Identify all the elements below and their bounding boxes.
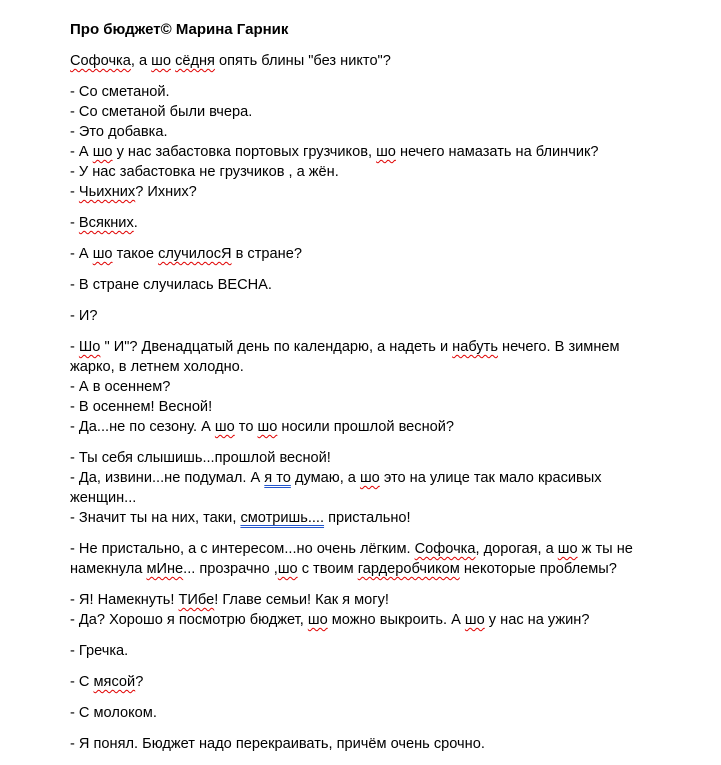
- paragraph: [70, 306, 690, 326]
- text-run: намекнула: [70, 561, 147, 577]
- text-run: - С: [70, 674, 94, 690]
- text-line: [70, 610, 690, 630]
- text-line: [70, 539, 690, 559]
- text-run: в стране?: [231, 246, 302, 262]
- paragraph: [70, 734, 690, 754]
- text-line: [70, 641, 690, 661]
- spelling-error-word: шо: [92, 144, 113, 160]
- text-line: [70, 82, 690, 102]
- text-run: - Не пристально, а с интересом...но очень лёгким.: [70, 541, 415, 557]
- text-line: [70, 275, 690, 295]
- text-run: с твоим: [297, 561, 358, 577]
- grammar-flag-phrase: я то: [264, 470, 291, 486]
- text-run: - Да, извини...не подумал. А: [70, 470, 265, 486]
- spelling-error-word: случилосЯ: [158, 246, 232, 262]
- document-title: Про бюджет© Марина Гарник: [70, 21, 289, 38]
- text-line: [70, 417, 690, 437]
- text-run: ? Ихних?: [135, 184, 197, 200]
- paragraph: [70, 213, 690, 233]
- spelling-error-word: мИне: [146, 561, 184, 577]
- text-run: - Гречка.: [70, 643, 129, 659]
- text-run: - А: [70, 246, 93, 262]
- spelling-error-word: Всякних: [78, 215, 134, 231]
- text-line: [70, 508, 690, 528]
- text-run: " И"? Двенадцатый день по календарю, а надеть и: [100, 339, 453, 355]
- spelling-error-word: ТИбе: [178, 592, 215, 608]
- text-run: - Да...не по сезону. А: [70, 419, 215, 435]
- text-run: - А: [70, 144, 93, 160]
- text-run: - А в осеннем?: [70, 379, 171, 395]
- text-run: можно выкроить. А: [327, 612, 465, 628]
- spelling-error-word: гардеробчиком: [357, 561, 460, 577]
- text-line: [70, 377, 690, 397]
- text-line: [70, 734, 690, 754]
- text-run: .: [133, 215, 138, 231]
- text-run: - В стране случилась ВЕСНА.: [70, 277, 272, 293]
- text-run: -: [70, 215, 79, 231]
- spelling-error-word: шо: [359, 470, 380, 486]
- text-line: [70, 448, 690, 468]
- text-line: [70, 397, 690, 417]
- spelling-error-word: мясой: [93, 674, 136, 690]
- text-run: - Со сметаной были вчера.: [70, 104, 253, 120]
- spelling-error-word: сёдня: [175, 53, 215, 69]
- paragraph: [70, 672, 690, 692]
- text-line: [70, 142, 690, 162]
- text-run: ?: [135, 674, 144, 690]
- paragraph: [70, 275, 690, 295]
- spelling-error-word: Шо: [78, 339, 101, 355]
- text-line: [70, 703, 690, 723]
- text-run: это на улице так мало красивых: [379, 470, 602, 486]
- paragraph: [70, 703, 690, 723]
- spelling-error-word: шо: [214, 419, 235, 435]
- text-line: [70, 672, 690, 692]
- text-run: некоторые проблемы?: [459, 561, 617, 577]
- text-run: ж ты не: [577, 541, 633, 557]
- text-run: - И?: [70, 308, 98, 324]
- spelling-error-word: шо: [257, 419, 278, 435]
- paragraph: [70, 51, 690, 71]
- text-line: [70, 122, 690, 142]
- text-run: - Да? Хорошо я посмотрю бюджет,: [70, 612, 308, 628]
- paragraph: [70, 244, 690, 264]
- document-page: [70, 20, 690, 765]
- text-line: [70, 213, 690, 233]
- text-run: нечего намазать на блинчик?: [395, 144, 599, 160]
- text-run: -: [70, 184, 79, 200]
- text-run: такое: [112, 246, 159, 262]
- paragraph: [70, 337, 690, 437]
- text-run: - Я! Намекнуть!: [70, 592, 179, 608]
- text-run: , дорогая, а: [475, 541, 558, 557]
- spelling-error-word: шо: [92, 246, 113, 262]
- text-run: , а: [130, 53, 152, 69]
- text-line: [70, 488, 690, 508]
- text-run: ... прозрачно ,: [183, 561, 278, 577]
- paragraph: [70, 641, 690, 661]
- spelling-error-word: Чьихних: [78, 184, 136, 200]
- text-run: то: [234, 419, 258, 435]
- text-run: у нас забастовка портовых грузчиков,: [112, 144, 377, 160]
- text-run: - У нас забастовка не грузчиков , а жён.: [70, 164, 339, 180]
- text-line: [70, 162, 690, 182]
- spelling-error-word: шо: [151, 53, 171, 69]
- spelling-error-word: набуть: [452, 339, 498, 355]
- paragraph: [70, 590, 690, 630]
- text-line: [70, 337, 690, 357]
- grammar-flag-phrase: смотришь....: [240, 510, 325, 526]
- text-run: опять блины "без никто"?: [214, 53, 391, 69]
- text-run: -: [70, 339, 79, 355]
- spelling-error-word: Софочка: [414, 541, 476, 557]
- paragraph: [70, 448, 690, 528]
- text-line: [70, 559, 690, 579]
- spelling-error-word: Софочка: [70, 53, 131, 69]
- text-run: жарко, в летнем холодно.: [70, 359, 244, 375]
- text-run: - Я понял. Бюджет надо перекраивать, причём очень срочно.: [70, 736, 485, 752]
- text-run: у нас на ужин?: [484, 612, 590, 628]
- spelling-error-word: шо: [557, 541, 578, 557]
- text-run: носили прошлой весной?: [277, 419, 455, 435]
- text-run: женщин...: [70, 490, 137, 506]
- spelling-error-word: шо: [464, 612, 485, 628]
- text-line: [70, 182, 690, 202]
- text-line: [70, 357, 690, 377]
- text-run: - С молоком.: [70, 705, 157, 721]
- text-line: [70, 102, 690, 122]
- text-run: пристально!: [324, 510, 411, 526]
- spelling-error-word: шо: [307, 612, 328, 628]
- text-run: - Это добавка.: [70, 124, 168, 140]
- text-run: - Ты себя слышишь...прошлой весной!: [70, 450, 331, 466]
- paragraph: [70, 539, 690, 579]
- spelling-error-word: шо: [376, 144, 396, 160]
- text-run: - Со сметаной.: [70, 84, 170, 100]
- text-run: - В осеннем! Весной!: [70, 399, 213, 415]
- text-run: нечего. В зимнем: [497, 339, 620, 355]
- text-line: [70, 468, 690, 488]
- text-run: - Значит ты на них, таки,: [70, 510, 241, 526]
- text-line: [70, 51, 690, 71]
- text-run: думаю, а: [290, 470, 360, 486]
- paragraph: [70, 82, 690, 202]
- text-line: [70, 590, 690, 610]
- text-line: [70, 306, 690, 326]
- spelling-error-word: шо: [277, 561, 298, 577]
- text-run: ! Главе семьи! Как я могу!: [214, 592, 389, 608]
- text-line: [70, 244, 690, 264]
- document-body: [70, 51, 690, 754]
